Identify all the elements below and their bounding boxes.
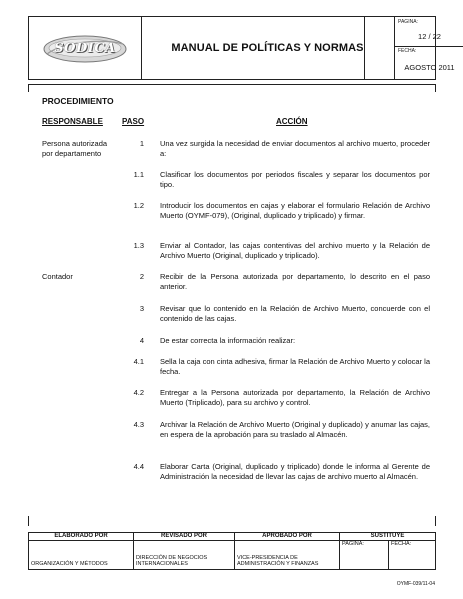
revisado-value: DIRECCIÓN DE NEGOCIOS INTERNACIONALES (134, 541, 235, 570)
aprobado-value: VICE-PRESIDENCIA DE ADMINISTRACIÓN Y FINANZAS (235, 541, 340, 570)
sustituye-header: SUSTITUYE (340, 533, 436, 541)
accion-cell: Sella la caja con cinta adhesiva, firmar la Relación de Archivo Muerto y colocar la fecha. (160, 357, 430, 376)
body-bottom-right-tick (435, 516, 436, 526)
body-right-tick (435, 84, 436, 92)
form-code: OYMF-039/11-04 (396, 581, 435, 587)
logo-text: SODICA (54, 41, 116, 56)
accion-cell: Una vez surgida la necesidad de enviar documentos al archivo muerto, proceder a: (160, 139, 430, 158)
fecha-value: AGOSTO 2011 (404, 63, 455, 72)
accion-cell: Archivar la Relación de Archivo Muerto (Original y duplicado) y anumar las cajas, en espera de la aprobación para su traslado al Almacén. (160, 420, 430, 439)
accion-cell: De estar correcta la información realizar: (160, 336, 296, 345)
col-header-accion: ACCIÓN (276, 117, 308, 126)
responsable-cell: Persona autorizada por departamento (42, 139, 108, 158)
accion-cell: Revisar que lo contenido en la Relación de Archivo Muerto, concuerde con el contenido de las cajas. (160, 304, 430, 323)
paso-cell: 4.2 (133, 388, 144, 397)
body-bottom-left-tick (28, 516, 29, 526)
accion-cell: Elaborar Carta (Original, duplicado y triplicado) donde le informa al Gerente de Administración la necesidad de llevar las cajas de archivo muerto al Almacén. (160, 462, 430, 481)
accion-cell: Entregar a la Persona autorizada por departamento, la Relación de Archivo Muerto (Triplicado), para su archivo y control. (160, 388, 430, 407)
pagina-value: 12 / 22 (418, 32, 441, 41)
accion-cell: Enviar al Contador, las cajas contentivas del archivo muerto y la Relación de Archivo Muerto (Original, duplicado y triplicado). (160, 241, 430, 260)
revisado-header: REVISADO POR (134, 533, 235, 541)
paso-cell: 1.3 (133, 241, 144, 250)
body-top-rule (28, 84, 436, 85)
paso-cell: 4.1 (133, 357, 144, 366)
paso-cell: 4.3 (133, 420, 144, 429)
document-title: MANUAL DE POLÍTICAS Y NORMAS (141, 17, 395, 79)
responsable-cell: Contador (42, 272, 73, 281)
paso-cell: 1.2 (133, 201, 144, 210)
col-header-responsable: RESPONSABLE (42, 117, 103, 126)
paso-cell: 1 (139, 139, 144, 148)
pagina-label: PAGINA: (398, 19, 418, 25)
accion-cell: Recibir de la Persona autorizada por departamento, lo descrito en el paso anterior. (160, 272, 430, 291)
meta-border (364, 16, 436, 80)
accion-cell: Introducir los documentos en cajas y elaborar el formulario Relación de Archivo Muerto (OYMF-079), (Original, duplicado y triplicado) y firmar. (160, 201, 430, 220)
section-title: PROCEDIMIENTO (42, 96, 114, 106)
elaborado-value: ORGANIZACIÓN Y MÉTODOS (29, 541, 134, 570)
paso-cell: 4 (139, 336, 144, 345)
paso-cell: 4.4 (133, 462, 144, 471)
logo-cell (29, 17, 142, 79)
body-left-tick (28, 84, 29, 92)
paso-cell: 1.1 (133, 170, 144, 179)
accion-cell: Clasificar los documentos por periodos fiscales y separar los documentos por tipo. (160, 170, 430, 189)
sustituye-pagina: PAGINA: (340, 541, 389, 570)
approval-footer (28, 532, 436, 570)
paso-cell: 3 (139, 304, 144, 313)
paso-cell: 2 (139, 272, 144, 281)
elaborado-header: ELABORADO POR (29, 533, 134, 541)
fecha-label: FECHA: (398, 48, 417, 54)
aprobado-header: APROBADO POR (235, 533, 340, 541)
sustituye-fecha: FECHA: (389, 541, 436, 570)
col-header-paso: PASO (122, 117, 145, 126)
